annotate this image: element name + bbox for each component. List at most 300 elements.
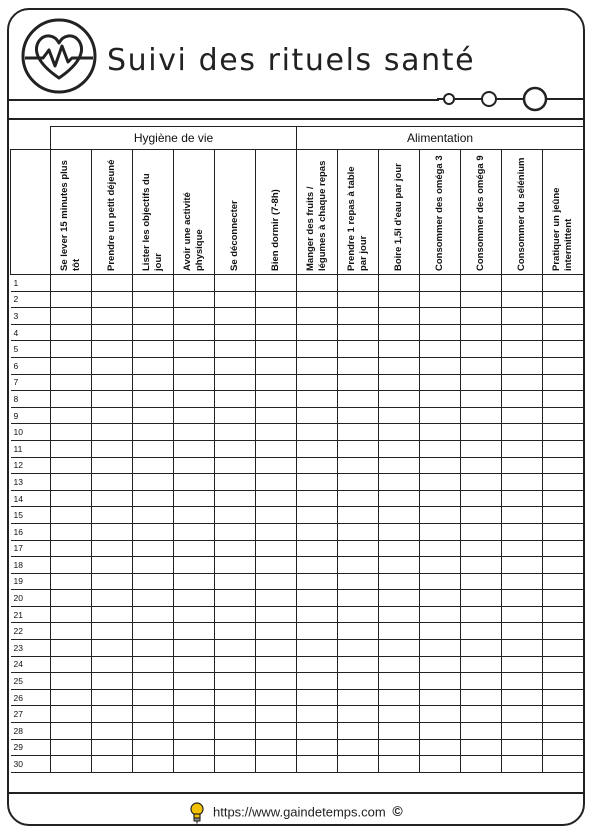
checkbox-cell[interactable] — [256, 474, 297, 491]
checkbox-cell[interactable] — [420, 424, 461, 441]
checkbox-cell[interactable] — [174, 324, 215, 341]
checkbox-cell[interactable] — [338, 474, 379, 491]
checkbox-cell[interactable] — [461, 357, 502, 374]
checkbox-cell[interactable] — [379, 324, 420, 341]
checkbox-cell[interactable] — [51, 474, 92, 491]
checkbox-cell[interactable] — [379, 490, 420, 507]
checkbox-cell[interactable] — [502, 490, 543, 507]
checkbox-cell[interactable] — [502, 623, 543, 640]
checkbox-cell[interactable] — [543, 756, 584, 773]
checkbox-cell[interactable] — [174, 756, 215, 773]
checkbox-cell[interactable] — [133, 324, 174, 341]
checkbox-cell[interactable] — [379, 440, 420, 457]
checkbox-cell[interactable] — [133, 656, 174, 673]
checkbox-cell[interactable] — [379, 341, 420, 358]
checkbox-cell[interactable] — [502, 590, 543, 607]
checkbox-cell[interactable] — [297, 490, 338, 507]
checkbox-cell[interactable] — [92, 573, 133, 590]
checkbox-cell[interactable] — [51, 656, 92, 673]
checkbox-cell[interactable] — [543, 656, 584, 673]
checkbox-cell[interactable] — [338, 275, 379, 292]
checkbox-cell[interactable] — [256, 324, 297, 341]
checkbox-cell[interactable] — [379, 308, 420, 325]
checkbox-cell[interactable] — [51, 374, 92, 391]
checkbox-cell[interactable] — [461, 573, 502, 590]
checkbox-cell[interactable] — [543, 706, 584, 723]
checkbox-cell[interactable] — [338, 324, 379, 341]
checkbox-cell[interactable] — [379, 573, 420, 590]
checkbox-cell[interactable] — [92, 424, 133, 441]
checkbox-cell[interactable] — [133, 640, 174, 657]
checkbox-cell[interactable] — [297, 407, 338, 424]
checkbox-cell[interactable] — [256, 673, 297, 690]
checkbox-cell[interactable] — [461, 341, 502, 358]
checkbox-cell[interactable] — [379, 590, 420, 607]
checkbox-cell[interactable] — [133, 374, 174, 391]
checkbox-cell[interactable] — [92, 357, 133, 374]
checkbox-cell[interactable] — [420, 490, 461, 507]
checkbox-cell[interactable] — [51, 308, 92, 325]
checkbox-cell[interactable] — [256, 756, 297, 773]
checkbox-cell[interactable] — [51, 490, 92, 507]
checkbox-cell[interactable] — [256, 523, 297, 540]
checkbox-cell[interactable] — [338, 606, 379, 623]
checkbox-cell[interactable] — [502, 557, 543, 574]
checkbox-cell[interactable] — [420, 507, 461, 524]
checkbox-cell[interactable] — [297, 457, 338, 474]
checkbox-cell[interactable] — [297, 689, 338, 706]
checkbox-cell[interactable] — [502, 275, 543, 292]
checkbox-cell[interactable] — [420, 723, 461, 740]
checkbox-cell[interactable] — [51, 689, 92, 706]
checkbox-cell[interactable] — [256, 374, 297, 391]
checkbox-cell[interactable] — [215, 424, 256, 441]
checkbox-cell[interactable] — [461, 739, 502, 756]
checkbox-cell[interactable] — [543, 424, 584, 441]
checkbox-cell[interactable] — [92, 474, 133, 491]
checkbox-cell[interactable] — [297, 656, 338, 673]
checkbox-cell[interactable] — [461, 673, 502, 690]
checkbox-cell[interactable] — [92, 391, 133, 408]
checkbox-cell[interactable] — [461, 424, 502, 441]
checkbox-cell[interactable] — [338, 640, 379, 657]
checkbox-cell[interactable] — [174, 407, 215, 424]
checkbox-cell[interactable] — [338, 424, 379, 441]
checkbox-cell[interactable] — [92, 275, 133, 292]
checkbox-cell[interactable] — [92, 374, 133, 391]
checkbox-cell[interactable] — [379, 656, 420, 673]
checkbox-cell[interactable] — [461, 557, 502, 574]
checkbox-cell[interactable] — [215, 673, 256, 690]
checkbox-cell[interactable] — [461, 457, 502, 474]
checkbox-cell[interactable] — [338, 374, 379, 391]
checkbox-cell[interactable] — [256, 341, 297, 358]
checkbox-cell[interactable] — [420, 391, 461, 408]
checkbox-cell[interactable] — [461, 490, 502, 507]
checkbox-cell[interactable] — [92, 606, 133, 623]
checkbox-cell[interactable] — [420, 756, 461, 773]
checkbox-cell[interactable] — [133, 590, 174, 607]
checkbox-cell[interactable] — [92, 490, 133, 507]
checkbox-cell[interactable] — [461, 623, 502, 640]
checkbox-cell[interactable] — [92, 739, 133, 756]
checkbox-cell[interactable] — [543, 640, 584, 657]
checkbox-cell[interactable] — [215, 723, 256, 740]
checkbox-cell[interactable] — [379, 424, 420, 441]
checkbox-cell[interactable] — [420, 357, 461, 374]
checkbox-cell[interactable] — [420, 706, 461, 723]
checkbox-cell[interactable] — [174, 706, 215, 723]
checkbox-cell[interactable] — [256, 391, 297, 408]
checkbox-cell[interactable] — [133, 623, 174, 640]
checkbox-cell[interactable] — [297, 440, 338, 457]
checkbox-cell[interactable] — [461, 474, 502, 491]
checkbox-cell[interactable] — [461, 656, 502, 673]
checkbox-cell[interactable] — [92, 756, 133, 773]
checkbox-cell[interactable] — [51, 590, 92, 607]
checkbox-cell[interactable] — [297, 507, 338, 524]
checkbox-cell[interactable] — [297, 540, 338, 557]
checkbox-cell[interactable] — [420, 523, 461, 540]
checkbox-cell[interactable] — [297, 357, 338, 374]
checkbox-cell[interactable] — [420, 623, 461, 640]
checkbox-cell[interactable] — [174, 623, 215, 640]
checkbox-cell[interactable] — [379, 374, 420, 391]
checkbox-cell[interactable] — [379, 391, 420, 408]
checkbox-cell[interactable] — [256, 440, 297, 457]
checkbox-cell[interactable] — [174, 723, 215, 740]
checkbox-cell[interactable] — [51, 324, 92, 341]
checkbox-cell[interactable] — [543, 590, 584, 607]
checkbox-cell[interactable] — [174, 640, 215, 657]
checkbox-cell[interactable] — [338, 590, 379, 607]
checkbox-cell[interactable] — [92, 324, 133, 341]
checkbox-cell[interactable] — [420, 557, 461, 574]
checkbox-cell[interactable] — [543, 540, 584, 557]
checkbox-cell[interactable] — [256, 723, 297, 740]
checkbox-cell[interactable] — [297, 673, 338, 690]
checkbox-cell[interactable] — [379, 606, 420, 623]
checkbox-cell[interactable] — [174, 424, 215, 441]
checkbox-cell[interactable] — [51, 606, 92, 623]
checkbox-cell[interactable] — [379, 275, 420, 292]
checkbox-cell[interactable] — [502, 523, 543, 540]
checkbox-cell[interactable] — [256, 424, 297, 441]
checkbox-cell[interactable] — [92, 523, 133, 540]
checkbox-cell[interactable] — [133, 440, 174, 457]
checkbox-cell[interactable] — [215, 457, 256, 474]
checkbox-cell[interactable] — [461, 689, 502, 706]
checkbox-cell[interactable] — [297, 623, 338, 640]
checkbox-cell[interactable] — [543, 573, 584, 590]
checkbox-cell[interactable] — [297, 640, 338, 657]
checkbox-cell[interactable] — [133, 308, 174, 325]
checkbox-cell[interactable] — [92, 308, 133, 325]
checkbox-cell[interactable] — [256, 507, 297, 524]
checkbox-cell[interactable] — [461, 407, 502, 424]
checkbox-cell[interactable] — [461, 374, 502, 391]
checkbox-cell[interactable] — [174, 457, 215, 474]
checkbox-cell[interactable] — [502, 341, 543, 358]
checkbox-cell[interactable] — [51, 357, 92, 374]
checkbox-cell[interactable] — [338, 573, 379, 590]
checkbox-cell[interactable] — [256, 739, 297, 756]
checkbox-cell[interactable] — [338, 457, 379, 474]
checkbox-cell[interactable] — [502, 407, 543, 424]
checkbox-cell[interactable] — [502, 424, 543, 441]
checkbox-cell[interactable] — [420, 590, 461, 607]
checkbox-cell[interactable] — [51, 540, 92, 557]
checkbox-cell[interactable] — [379, 756, 420, 773]
checkbox-cell[interactable] — [502, 573, 543, 590]
checkbox-cell[interactable] — [420, 374, 461, 391]
checkbox-cell[interactable] — [174, 590, 215, 607]
checkbox-cell[interactable] — [51, 440, 92, 457]
checkbox-cell[interactable] — [92, 673, 133, 690]
checkbox-cell[interactable] — [420, 474, 461, 491]
checkbox-cell[interactable] — [133, 523, 174, 540]
checkbox-cell[interactable] — [297, 391, 338, 408]
checkbox-cell[interactable] — [51, 640, 92, 657]
checkbox-cell[interactable] — [256, 557, 297, 574]
checkbox-cell[interactable] — [215, 490, 256, 507]
checkbox-cell[interactable] — [543, 440, 584, 457]
checkbox-cell[interactable] — [379, 540, 420, 557]
checkbox-cell[interactable] — [133, 357, 174, 374]
checkbox-cell[interactable] — [420, 457, 461, 474]
checkbox-cell[interactable] — [420, 573, 461, 590]
checkbox-cell[interactable] — [174, 275, 215, 292]
checkbox-cell[interactable] — [543, 507, 584, 524]
checkbox-cell[interactable] — [461, 606, 502, 623]
checkbox-cell[interactable] — [420, 440, 461, 457]
checkbox-cell[interactable] — [297, 424, 338, 441]
checkbox-cell[interactable] — [297, 341, 338, 358]
checkbox-cell[interactable] — [461, 391, 502, 408]
checkbox-cell[interactable] — [502, 640, 543, 657]
checkbox-cell[interactable] — [297, 739, 338, 756]
checkbox-cell[interactable] — [297, 275, 338, 292]
checkbox-cell[interactable] — [51, 706, 92, 723]
checkbox-cell[interactable] — [92, 623, 133, 640]
checkbox-cell[interactable] — [338, 689, 379, 706]
checkbox-cell[interactable] — [420, 640, 461, 657]
checkbox-cell[interactable] — [174, 374, 215, 391]
checkbox-cell[interactable] — [133, 573, 174, 590]
checkbox-cell[interactable] — [133, 474, 174, 491]
checkbox-cell[interactable] — [133, 723, 174, 740]
checkbox-cell[interactable] — [420, 656, 461, 673]
checkbox-cell[interactable] — [51, 756, 92, 773]
checkbox-cell[interactable] — [543, 357, 584, 374]
checkbox-cell[interactable] — [215, 573, 256, 590]
checkbox-cell[interactable] — [51, 623, 92, 640]
checkbox-cell[interactable] — [379, 523, 420, 540]
checkbox-cell[interactable] — [215, 640, 256, 657]
checkbox-cell[interactable] — [51, 739, 92, 756]
checkbox-cell[interactable] — [133, 606, 174, 623]
checkbox-cell[interactable] — [51, 457, 92, 474]
checkbox-cell[interactable] — [502, 540, 543, 557]
checkbox-cell[interactable] — [379, 291, 420, 308]
checkbox-cell[interactable] — [133, 689, 174, 706]
checkbox-cell[interactable] — [543, 324, 584, 341]
checkbox-cell[interactable] — [420, 291, 461, 308]
checkbox-cell[interactable] — [215, 756, 256, 773]
checkbox-cell[interactable] — [174, 308, 215, 325]
checkbox-cell[interactable] — [338, 623, 379, 640]
checkbox-cell[interactable] — [215, 324, 256, 341]
checkbox-cell[interactable] — [256, 490, 297, 507]
checkbox-cell[interactable] — [133, 391, 174, 408]
checkbox-cell[interactable] — [256, 275, 297, 292]
checkbox-cell[interactable] — [338, 739, 379, 756]
checkbox-cell[interactable] — [502, 440, 543, 457]
checkbox-cell[interactable] — [379, 407, 420, 424]
checkbox-cell[interactable] — [256, 656, 297, 673]
checkbox-cell[interactable] — [338, 557, 379, 574]
checkbox-cell[interactable] — [174, 357, 215, 374]
checkbox-cell[interactable] — [338, 507, 379, 524]
checkbox-cell[interactable] — [502, 723, 543, 740]
checkbox-cell[interactable] — [502, 606, 543, 623]
checkbox-cell[interactable] — [543, 523, 584, 540]
checkbox-cell[interactable] — [461, 706, 502, 723]
checkbox-cell[interactable] — [133, 275, 174, 292]
checkbox-cell[interactable] — [174, 689, 215, 706]
checkbox-cell[interactable] — [543, 689, 584, 706]
checkbox-cell[interactable] — [461, 590, 502, 607]
checkbox-cell[interactable] — [543, 407, 584, 424]
checkbox-cell[interactable] — [543, 291, 584, 308]
checkbox-cell[interactable] — [256, 689, 297, 706]
checkbox-cell[interactable] — [338, 523, 379, 540]
checkbox-cell[interactable] — [297, 573, 338, 590]
checkbox-cell[interactable] — [215, 706, 256, 723]
checkbox-cell[interactable] — [338, 357, 379, 374]
checkbox-cell[interactable] — [379, 457, 420, 474]
checkbox-cell[interactable] — [461, 523, 502, 540]
checkbox-cell[interactable] — [51, 507, 92, 524]
checkbox-cell[interactable] — [543, 391, 584, 408]
checkbox-cell[interactable] — [174, 673, 215, 690]
checkbox-cell[interactable] — [215, 540, 256, 557]
checkbox-cell[interactable] — [174, 291, 215, 308]
checkbox-cell[interactable] — [420, 407, 461, 424]
checkbox-cell[interactable] — [92, 706, 133, 723]
checkbox-cell[interactable] — [92, 590, 133, 607]
checkbox-cell[interactable] — [338, 391, 379, 408]
checkbox-cell[interactable] — [338, 407, 379, 424]
checkbox-cell[interactable] — [215, 606, 256, 623]
checkbox-cell[interactable] — [215, 507, 256, 524]
checkbox-cell[interactable] — [502, 739, 543, 756]
checkbox-cell[interactable] — [379, 689, 420, 706]
checkbox-cell[interactable] — [133, 407, 174, 424]
checkbox-cell[interactable] — [338, 490, 379, 507]
checkbox-cell[interactable] — [502, 673, 543, 690]
checkbox-cell[interactable] — [92, 640, 133, 657]
checkbox-cell[interactable] — [297, 474, 338, 491]
checkbox-cell[interactable] — [461, 275, 502, 292]
checkbox-cell[interactable] — [174, 440, 215, 457]
checkbox-cell[interactable] — [174, 656, 215, 673]
checkbox-cell[interactable] — [133, 706, 174, 723]
checkbox-cell[interactable] — [297, 324, 338, 341]
checkbox-cell[interactable] — [92, 440, 133, 457]
checkbox-cell[interactable] — [338, 756, 379, 773]
checkbox-cell[interactable] — [174, 606, 215, 623]
checkbox-cell[interactable] — [420, 739, 461, 756]
checkbox-cell[interactable] — [338, 723, 379, 740]
checkbox-cell[interactable] — [502, 308, 543, 325]
checkbox-cell[interactable] — [420, 275, 461, 292]
checkbox-cell[interactable] — [133, 341, 174, 358]
checkbox-cell[interactable] — [174, 739, 215, 756]
checkbox-cell[interactable] — [420, 540, 461, 557]
checkbox-cell[interactable] — [92, 291, 133, 308]
checkbox-cell[interactable] — [133, 557, 174, 574]
checkbox-cell[interactable] — [215, 523, 256, 540]
checkbox-cell[interactable] — [297, 523, 338, 540]
checkbox-cell[interactable] — [379, 357, 420, 374]
checkbox-cell[interactable] — [543, 557, 584, 574]
checkbox-cell[interactable] — [51, 673, 92, 690]
checkbox-cell[interactable] — [297, 706, 338, 723]
checkbox-cell[interactable] — [338, 656, 379, 673]
checkbox-cell[interactable] — [502, 291, 543, 308]
checkbox-cell[interactable] — [256, 357, 297, 374]
checkbox-cell[interactable] — [543, 739, 584, 756]
checkbox-cell[interactable] — [215, 739, 256, 756]
checkbox-cell[interactable] — [174, 540, 215, 557]
checkbox-cell[interactable] — [461, 540, 502, 557]
checkbox-cell[interactable] — [420, 324, 461, 341]
checkbox-cell[interactable] — [215, 474, 256, 491]
checkbox-cell[interactable] — [338, 706, 379, 723]
checkbox-cell[interactable] — [174, 391, 215, 408]
checkbox-cell[interactable] — [215, 656, 256, 673]
checkbox-cell[interactable] — [502, 391, 543, 408]
checkbox-cell[interactable] — [461, 756, 502, 773]
checkbox-cell[interactable] — [297, 291, 338, 308]
checkbox-cell[interactable] — [256, 308, 297, 325]
checkbox-cell[interactable] — [543, 374, 584, 391]
checkbox-cell[interactable] — [543, 606, 584, 623]
checkbox-cell[interactable] — [133, 540, 174, 557]
checkbox-cell[interactable] — [297, 723, 338, 740]
checkbox-cell[interactable] — [338, 440, 379, 457]
checkbox-cell[interactable] — [379, 557, 420, 574]
checkbox-cell[interactable] — [543, 341, 584, 358]
checkbox-cell[interactable] — [297, 590, 338, 607]
checkbox-cell[interactable] — [51, 291, 92, 308]
checkbox-cell[interactable] — [543, 275, 584, 292]
checkbox-cell[interactable] — [215, 308, 256, 325]
checkbox-cell[interactable] — [338, 540, 379, 557]
checkbox-cell[interactable] — [92, 557, 133, 574]
checkbox-cell[interactable] — [297, 756, 338, 773]
checkbox-cell[interactable] — [502, 706, 543, 723]
checkbox-cell[interactable] — [461, 324, 502, 341]
checkbox-cell[interactable] — [174, 523, 215, 540]
checkbox-cell[interactable] — [256, 291, 297, 308]
checkbox-cell[interactable] — [502, 689, 543, 706]
checkbox-cell[interactable] — [92, 341, 133, 358]
checkbox-cell[interactable] — [174, 474, 215, 491]
checkbox-cell[interactable] — [92, 689, 133, 706]
checkbox-cell[interactable] — [133, 507, 174, 524]
